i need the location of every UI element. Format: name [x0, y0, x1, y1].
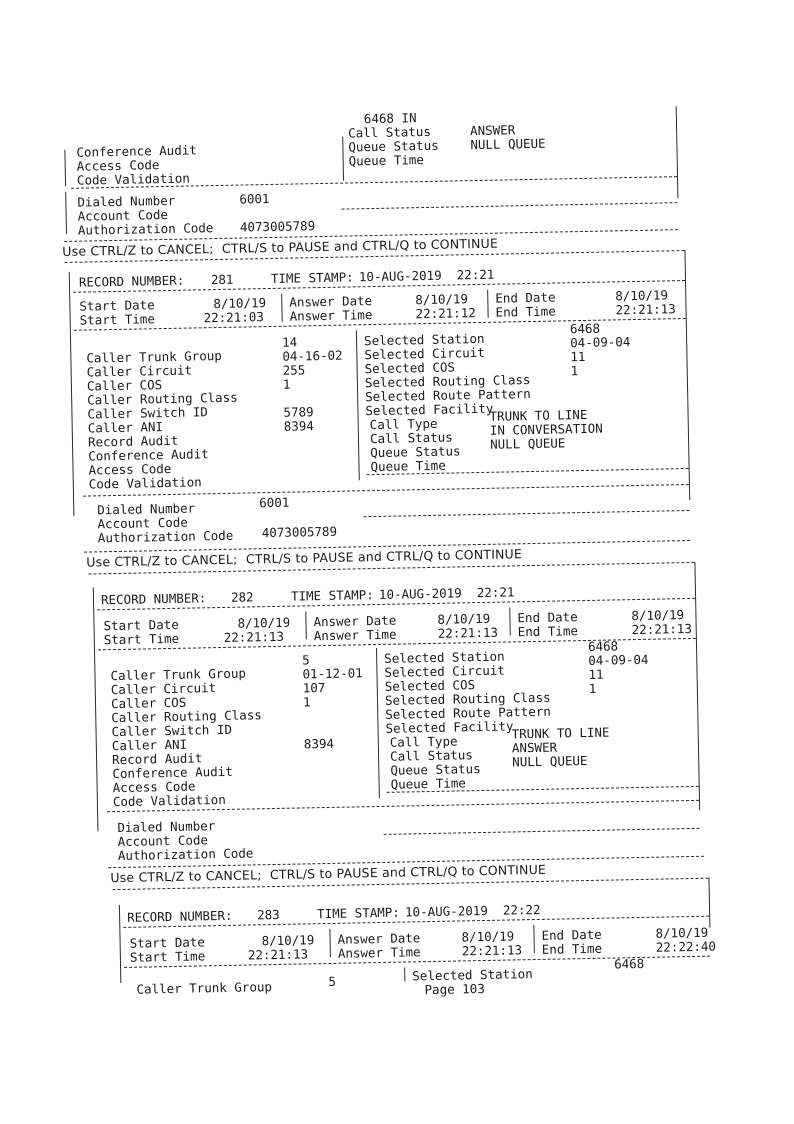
- caller-switch-id-value: 5789: [283, 404, 314, 420]
- box-border-right: [684, 250, 690, 500]
- time-stamp-value: 10-AUG-2019 22:21: [378, 584, 515, 602]
- call-type-label: Call Type: [389, 733, 458, 750]
- call-status-label: Call Status: [369, 429, 453, 447]
- selected-facility-label: Selected Facility: [385, 718, 514, 736]
- fragment-call-status-label: Call Status: [347, 123, 432, 141]
- caller-routing-class-value: 1: [282, 376, 291, 392]
- answer-time-label: Answer Time: [289, 307, 373, 324]
- box-border-right: [676, 106, 679, 198]
- time-stamp-value: 10-AUG-2019 22:22: [404, 901, 541, 920]
- queue-time-label: Queue Time: [370, 457, 446, 475]
- control-prompt: Use CTRL/Z to CANCEL; CTRL/S to PAUSE and CTRL/Q to CONTINUE: [62, 235, 499, 259]
- queue-status-label: Queue Status: [370, 443, 461, 461]
- selected-routing-class-value: 1: [588, 680, 597, 696]
- caller-cos-label: Caller COS: [110, 694, 187, 712]
- caller-ani-label: Caller ANI: [87, 419, 164, 436]
- selected-circuit-label: Selected Circuit: [364, 344, 485, 363]
- caller-switch-id-label: Caller Switch ID: [87, 404, 209, 422]
- start-time-value: 22:21:13: [223, 628, 285, 645]
- record-number-label: RECORD NUMBER:: [78, 272, 185, 290]
- conference-audit-label: Conference Audit: [88, 446, 209, 464]
- caller-circuit-value: 01-12-01: [302, 665, 363, 682]
- box-border-right: [708, 878, 710, 928]
- fragment-dialed-number-label: Dialed Number: [77, 192, 176, 210]
- access-code-label: Access Code: [88, 460, 172, 478]
- selected-station-value: 6468: [613, 955, 645, 972]
- answer-time-value: 22:21:12: [415, 305, 476, 322]
- dialed-number-label: Dialed Number: [117, 818, 216, 836]
- selected-station-label: Selected Station: [412, 966, 533, 984]
- column-divider: [487, 290, 489, 318]
- end-time-value: 22:21:13: [631, 620, 693, 638]
- selected-routing-class-label: Selected Routing Class: [364, 372, 531, 391]
- record-number-label: RECORD NUMBER:: [126, 907, 233, 925]
- answer-time-label: Answer Time: [313, 626, 397, 644]
- authorization-code-label: Authorization Code: [97, 527, 234, 546]
- answer-date-label: Answer Date: [313, 612, 397, 630]
- caller-circuit-value: 04-16-02: [282, 347, 343, 364]
- selected-station-label: Selected Station: [384, 648, 505, 666]
- conference-audit-label: Conference Audit: [112, 763, 233, 782]
- column-divider: [356, 330, 360, 480]
- caller-cos-value: 255: [282, 362, 306, 378]
- time-stamp-label: TIME STAMP:: [270, 269, 354, 286]
- selected-station-value: 6468: [569, 320, 601, 337]
- column-divider: [329, 929, 331, 957]
- separator: [342, 202, 678, 209]
- dialed-number-label: Dialed Number: [97, 500, 196, 518]
- selected-cos-value: 11: [588, 666, 604, 682]
- answer-time-value: 22:21:13: [437, 624, 499, 641]
- column-divider: [342, 137, 344, 181]
- authorization-code-label: Authorization Code: [117, 845, 254, 864]
- separator: [363, 510, 689, 517]
- selected-circuit-value: 04-09-04: [570, 334, 631, 351]
- column-divider: [509, 607, 511, 635]
- end-time-label: End Time: [495, 303, 556, 320]
- end-date-value: 8/10/19: [631, 607, 685, 624]
- box-border-left: [65, 192, 67, 234]
- caller-trunk-group-value: 5: [302, 652, 310, 668]
- column-divider: [376, 648, 380, 798]
- selected-circuit-label: Selected Circuit: [384, 662, 506, 680]
- queue-time-label: Queue Time: [390, 775, 467, 792]
- caller-trunk-group-label: Caller Trunk Group: [86, 347, 222, 366]
- caller-circuit-label: Caller Circuit: [110, 680, 217, 698]
- caller-switch-id-label: Caller Switch ID: [111, 721, 233, 740]
- fragment-queue-time: Queue Time: [348, 152, 425, 169]
- caller-trunk-group-value: 5: [328, 973, 337, 990]
- column-divider: [305, 611, 307, 639]
- call-status-value: ANSWER: [511, 739, 558, 756]
- record-number-label: RECORD NUMBER:: [100, 590, 207, 608]
- call-type-label: Call Type: [369, 415, 438, 433]
- caller-circuit-label: Caller Circuit: [86, 362, 193, 380]
- fragment-account-code: Account Code: [77, 206, 169, 224]
- end-time-label: End Time: [517, 623, 579, 640]
- caller-trunk-group-value: 14: [281, 334, 298, 350]
- fragment-station-line: 6468 IN: [363, 110, 417, 127]
- selected-route-pattern-label: Selected Route Pattern: [385, 703, 551, 722]
- fragment-call-status-value: ANSWER: [469, 122, 516, 139]
- selected-cos-value: 11: [570, 348, 586, 365]
- selected-station-value: 6468: [587, 638, 619, 654]
- box-border-left: [64, 150, 66, 186]
- end-time-value: 22:21:13: [615, 301, 676, 318]
- call-type-value: TRUNK TO LINE: [489, 406, 588, 424]
- selected-routing-class-label: Selected Routing Class: [384, 689, 551, 708]
- fragment-dialed-number-value: 6001: [239, 190, 270, 207]
- record-audit-label: Record Audit: [87, 432, 179, 450]
- control-prompt: Use CTRL/Z to CANCEL; CTRL/S to PAUSE and CTRL/Q to CONTINUE: [86, 546, 523, 570]
- start-date-label: Start Date: [129, 934, 206, 951]
- box-border-left: [69, 272, 75, 516]
- caller-cos-label: Caller COS: [86, 377, 163, 394]
- separator: [384, 828, 700, 835]
- selected-circuit-value: 04-09-04: [588, 651, 649, 668]
- box-border-left: [119, 905, 121, 983]
- page-number: Page 103: [424, 981, 485, 998]
- selected-station-label: Selected Station: [363, 330, 485, 349]
- authorization-code-value: 4073005789: [261, 523, 338, 541]
- fragment-queue-status-label: Queue Status: [348, 137, 439, 155]
- fragment-conference-audit: Conference Audit: [76, 142, 197, 160]
- call-status-value: IN CONVERSATION: [489, 420, 603, 438]
- code-validation-label: Code Validation: [88, 474, 202, 492]
- answer-date-value: 8/10/19: [461, 928, 515, 945]
- start-date-value: 8/10/19: [261, 932, 315, 949]
- record-audit-label: Record Audit: [111, 750, 203, 768]
- selected-cos-label: Selected COS: [384, 677, 476, 694]
- answer-date-label: Answer Date: [337, 930, 421, 947]
- queue-status-value: NULL QUEUE: [512, 752, 588, 770]
- selected-route-pattern-label: Selected Route Pattern: [365, 386, 531, 405]
- box-border-left: [93, 587, 99, 831]
- start-date-value: 8/10/19: [213, 295, 267, 312]
- call-status-label: Call Status: [389, 747, 474, 764]
- control-prompt: Use CTRL/Z to CANCEL; CTRL/S to PAUSE and CTRL/Q to CONTINUE: [110, 861, 547, 886]
- access-code-label: Access Code: [112, 778, 196, 796]
- caller-routing-class-value: 1: [302, 694, 311, 710]
- caller-trunk-group-label: Caller Trunk Group: [110, 665, 247, 684]
- fragment-authorization-value: 4073005789: [239, 218, 316, 235]
- column-divider: [404, 968, 405, 982]
- fragment-authorization-label: Authorization Code: [77, 220, 214, 238]
- start-time-label: Start Time: [79, 311, 156, 328]
- column-divider: [533, 925, 535, 953]
- caller-routing-class-label: Caller Routing Class: [87, 389, 238, 408]
- end-date-value: 8/10/19: [655, 924, 709, 941]
- caller-ani-label: Caller ANI: [111, 736, 188, 754]
- caller-ani-value: 8394: [303, 735, 335, 752]
- account-code-label: Account Code: [97, 514, 189, 532]
- start-time-value: 22:21:03: [203, 309, 264, 326]
- caller-ani-value: 8394: [283, 418, 314, 434]
- answer-date-value: 8/10/19: [415, 291, 469, 308]
- dialed-number-value: 6001: [259, 494, 290, 511]
- selected-routing-class-value: 1: [570, 363, 579, 379]
- end-date-label: End Date: [495, 289, 556, 306]
- caller-cos-value: 107: [302, 680, 326, 696]
- answer-date-label: Answer Date: [289, 293, 373, 310]
- start-time-value: 22:21:13: [247, 946, 309, 963]
- fragment-access-code: Access Code: [76, 157, 160, 174]
- answer-time-value: 22:21:13: [461, 942, 523, 959]
- start-time-label: Start Time: [129, 948, 206, 965]
- end-date-value: 8/10/19: [615, 287, 669, 304]
- start-time-label: Start Time: [103, 630, 180, 648]
- fragment-queue-status-value: NULL QUEUE: [470, 135, 546, 153]
- end-time-value: 22:22:40: [655, 938, 717, 955]
- caller-routing-class-label: Caller Routing Class: [111, 707, 262, 726]
- selected-facility-label: Selected Facility: [365, 400, 494, 419]
- record-number-value: 282: [230, 589, 254, 605]
- record-number-value: 283: [256, 906, 280, 923]
- code-validation-label: Code Validation: [112, 791, 226, 810]
- answer-time-label: Answer Time: [337, 944, 421, 961]
- time-stamp-label: TIME STAMP:: [290, 587, 374, 604]
- selected-cos-label: Selected COS: [364, 359, 456, 377]
- time-stamp-value: 10-AUG-2019 22:21: [358, 266, 495, 285]
- queue-status-label: Queue Status: [390, 761, 481, 778]
- start-date-label: Start Date: [79, 297, 155, 314]
- caller-trunk-group-label: Caller Trunk Group: [136, 979, 273, 997]
- answer-date-value: 8/10/19: [437, 610, 491, 627]
- start-date-label: Start Date: [103, 616, 179, 634]
- account-code-label: Account Code: [117, 832, 209, 850]
- fragment-code-validation: Code Validation: [76, 170, 190, 188]
- record-number-value: 281: [210, 271, 234, 288]
- end-time-label: End Time: [541, 940, 603, 957]
- column-divider: [281, 294, 283, 322]
- end-date-label: End Date: [541, 926, 602, 943]
- start-date-value: 8/10/19: [237, 614, 291, 631]
- end-date-label: End Date: [517, 609, 578, 626]
- call-type-value: TRUNK TO LINE: [511, 724, 610, 742]
- queue-status-value: NULL QUEUE: [489, 435, 566, 452]
- time-stamp-label: TIME STAMP:: [316, 904, 401, 922]
- box-border-right: [694, 562, 700, 810]
